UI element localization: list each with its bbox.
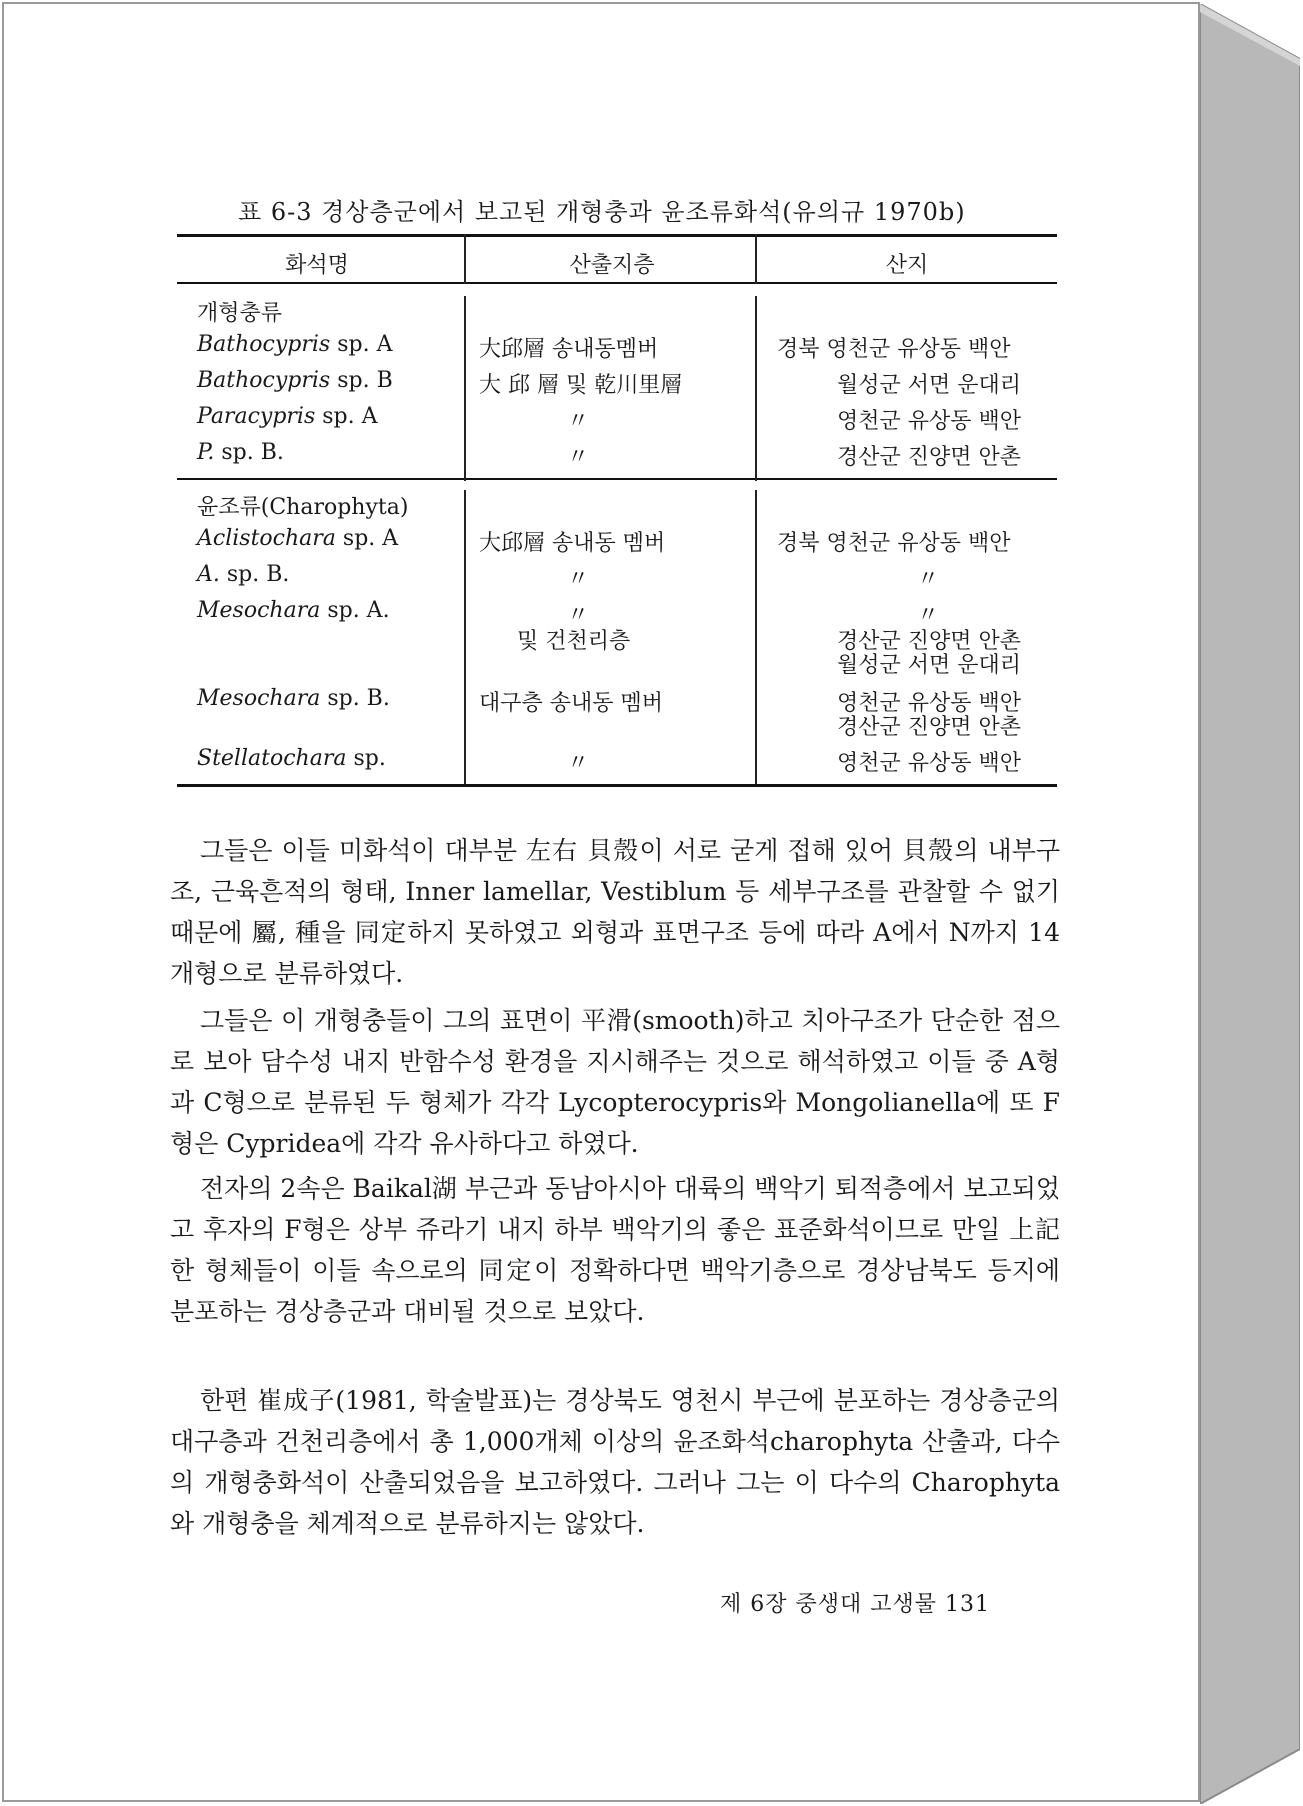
header-strata: 산출지층 — [569, 253, 655, 278]
header-rule — [177, 282, 1057, 284]
strata-cell: 〃 — [567, 751, 590, 776]
book-edge — [1200, 4, 1300, 1804]
strata-cell: 대구층 송내동 멤버 — [479, 691, 664, 716]
fossil-name: Aclistochara — [197, 526, 336, 551]
section-heading-charophyta: 윤조류(Charophyta) — [197, 495, 409, 520]
strata-cell: 〃 — [567, 409, 590, 434]
locality-cell: 경산군 진양면 안촌 — [837, 445, 1022, 470]
table-top-rule — [177, 234, 1057, 237]
fossil-name: Bathocypris — [197, 368, 331, 393]
table-row — [197, 368, 393, 393]
fossil-name: Stellatochara — [197, 746, 347, 771]
table-row — [197, 332, 392, 357]
locality-cell-cont: 경산군 진양면 안촌 — [837, 629, 1022, 654]
paragraph-1: 그들은 이들 미화석이 대부분 左右 貝殼이 서로 굳게 접해 있어 貝殼의 내부구조, 근육흔적의 형태, Inner lamellar, Vestiblum 등 세부구조를 관찰할 수 없기 때문에 屬, 種을 同定하지 못하였고 외형과 표면구조 등에 따라 A에서 N까지 14개형으로 분류하였다. — [170, 836, 1060, 988]
strata-cell-cont: 및 건천리층 — [517, 629, 631, 654]
locality-cell: 경북 영천군 유상동 백안 — [777, 531, 1011, 556]
fossil-suffix: sp. B. — [214, 440, 284, 465]
strata-cell: 〃 — [567, 567, 590, 592]
col-divider-1b — [464, 490, 466, 784]
fossil-name: Bathocypris — [197, 332, 331, 357]
header-divider-1 — [464, 234, 466, 284]
table-row — [197, 526, 398, 551]
fossil-name: Mesochara — [197, 598, 321, 623]
header-fossil-name: 화석명 — [285, 253, 349, 278]
header-locality: 산지 — [885, 253, 929, 278]
strata-cell: 〃 — [567, 603, 590, 628]
fossil-suffix: sp. — [346, 746, 386, 771]
table-row — [197, 404, 378, 429]
col-divider-2b — [755, 490, 757, 784]
fossil-suffix: sp. B — [330, 368, 393, 393]
locality-cell: 월성군 서면 운대리 — [837, 373, 1022, 398]
fossil-name: P. — [197, 440, 215, 465]
locality-cell-cont: 월성군 서면 운대리 — [837, 653, 1022, 678]
fossil-suffix: sp. B. — [219, 562, 290, 587]
section-heading-ostracoda: 개형충류 — [197, 301, 283, 326]
strata-cell: 大邱層 송내동멤버 — [479, 337, 659, 362]
paragraph-3: 전자의 2속은 Baikal湖 부근과 동남아시아 대륙의 백악기 퇴적층에서 보고되었고 후자의 F형은 상부 쥬라기 내지 하부 백악기의 좋은 표준화석이므로 만일 上記한 형체들이 이들 속으로의 同定이 정확하다면 백악기층으로 경상남북도 등지에 분포하는 경상층군과 대비될 것으로 보았다. — [170, 1174, 1061, 1326]
section-rule — [177, 478, 1057, 480]
page-footer: 제 6장 중생대 고생물 131 — [720, 1592, 990, 1617]
strata-cell: 大邱層 송내동 멤버 — [479, 531, 666, 556]
locality-cell: 영천군 유상동 백안 — [837, 691, 1022, 716]
locality-cell: 영천군 유상동 백안 — [837, 751, 1022, 776]
fossil-suffix: sp. A — [315, 404, 378, 429]
table-row — [197, 562, 289, 587]
locality-cell: 영천군 유상동 백안 — [837, 409, 1022, 434]
strata-cell: 大 邱 層 및 乾川里層 — [479, 373, 683, 398]
table-row — [197, 686, 390, 711]
table-bottom-rule — [177, 784, 1057, 787]
fossil-suffix: sp. A. — [320, 598, 390, 623]
locality-cell: 〃 — [917, 603, 940, 628]
paragraph-4: 한편 崔成子(1981, 학술발표)는 경상북도 영천시 부근에 분포하는 경상층군의 대구층과 건천리층에서 총 1,000개체 이상의 윤조화석charophyta 산출과, 다수의 개형충화석이 산출되었음을 보고하였다. 그러나 그는 이 다수의 Charophyta와 개형충을 체계적으로 분류하지는 않았다. — [170, 1386, 1060, 1538]
fossil-suffix: sp. A — [330, 332, 393, 357]
table-row — [197, 598, 390, 623]
col-divider-1a — [464, 296, 466, 481]
table-title: 표 6-3 경상층군에서 보고된 개형충과 윤조류화석(유의규 1970b) — [238, 198, 966, 226]
locality-cell: 〃 — [917, 567, 940, 592]
fossil-name: A. — [197, 562, 220, 587]
fossil-name: Paracypris — [197, 404, 316, 429]
fossil-name: Mesochara — [197, 686, 321, 711]
header-divider-2 — [755, 234, 757, 284]
locality-cell: 경북 영천군 유상동 백안 — [777, 337, 1011, 362]
fossil-suffix: sp. B. — [320, 686, 390, 711]
table-row — [197, 746, 386, 771]
strata-cell: 〃 — [567, 445, 590, 470]
col-divider-2a — [755, 296, 757, 481]
fossil-suffix: sp. A — [335, 526, 399, 551]
table-row — [197, 440, 284, 465]
locality-cell-cont: 경산군 진양면 안촌 — [837, 715, 1022, 740]
paragraph-2: 그들은 이 개형충들이 그의 표면이 平滑(smooth)하고 치아구조가 단순한 점으로 보아 담수성 내지 반함수성 환경을 지시해주는 것으로 해석하였고 이들 중 A형과 C형으로 분류된 두 형체가 각각 Lycopterocypris와 Mongolianella에 또 F형은 Cypridea에 각각 유사하다고 하였다. — [170, 1006, 1060, 1158]
